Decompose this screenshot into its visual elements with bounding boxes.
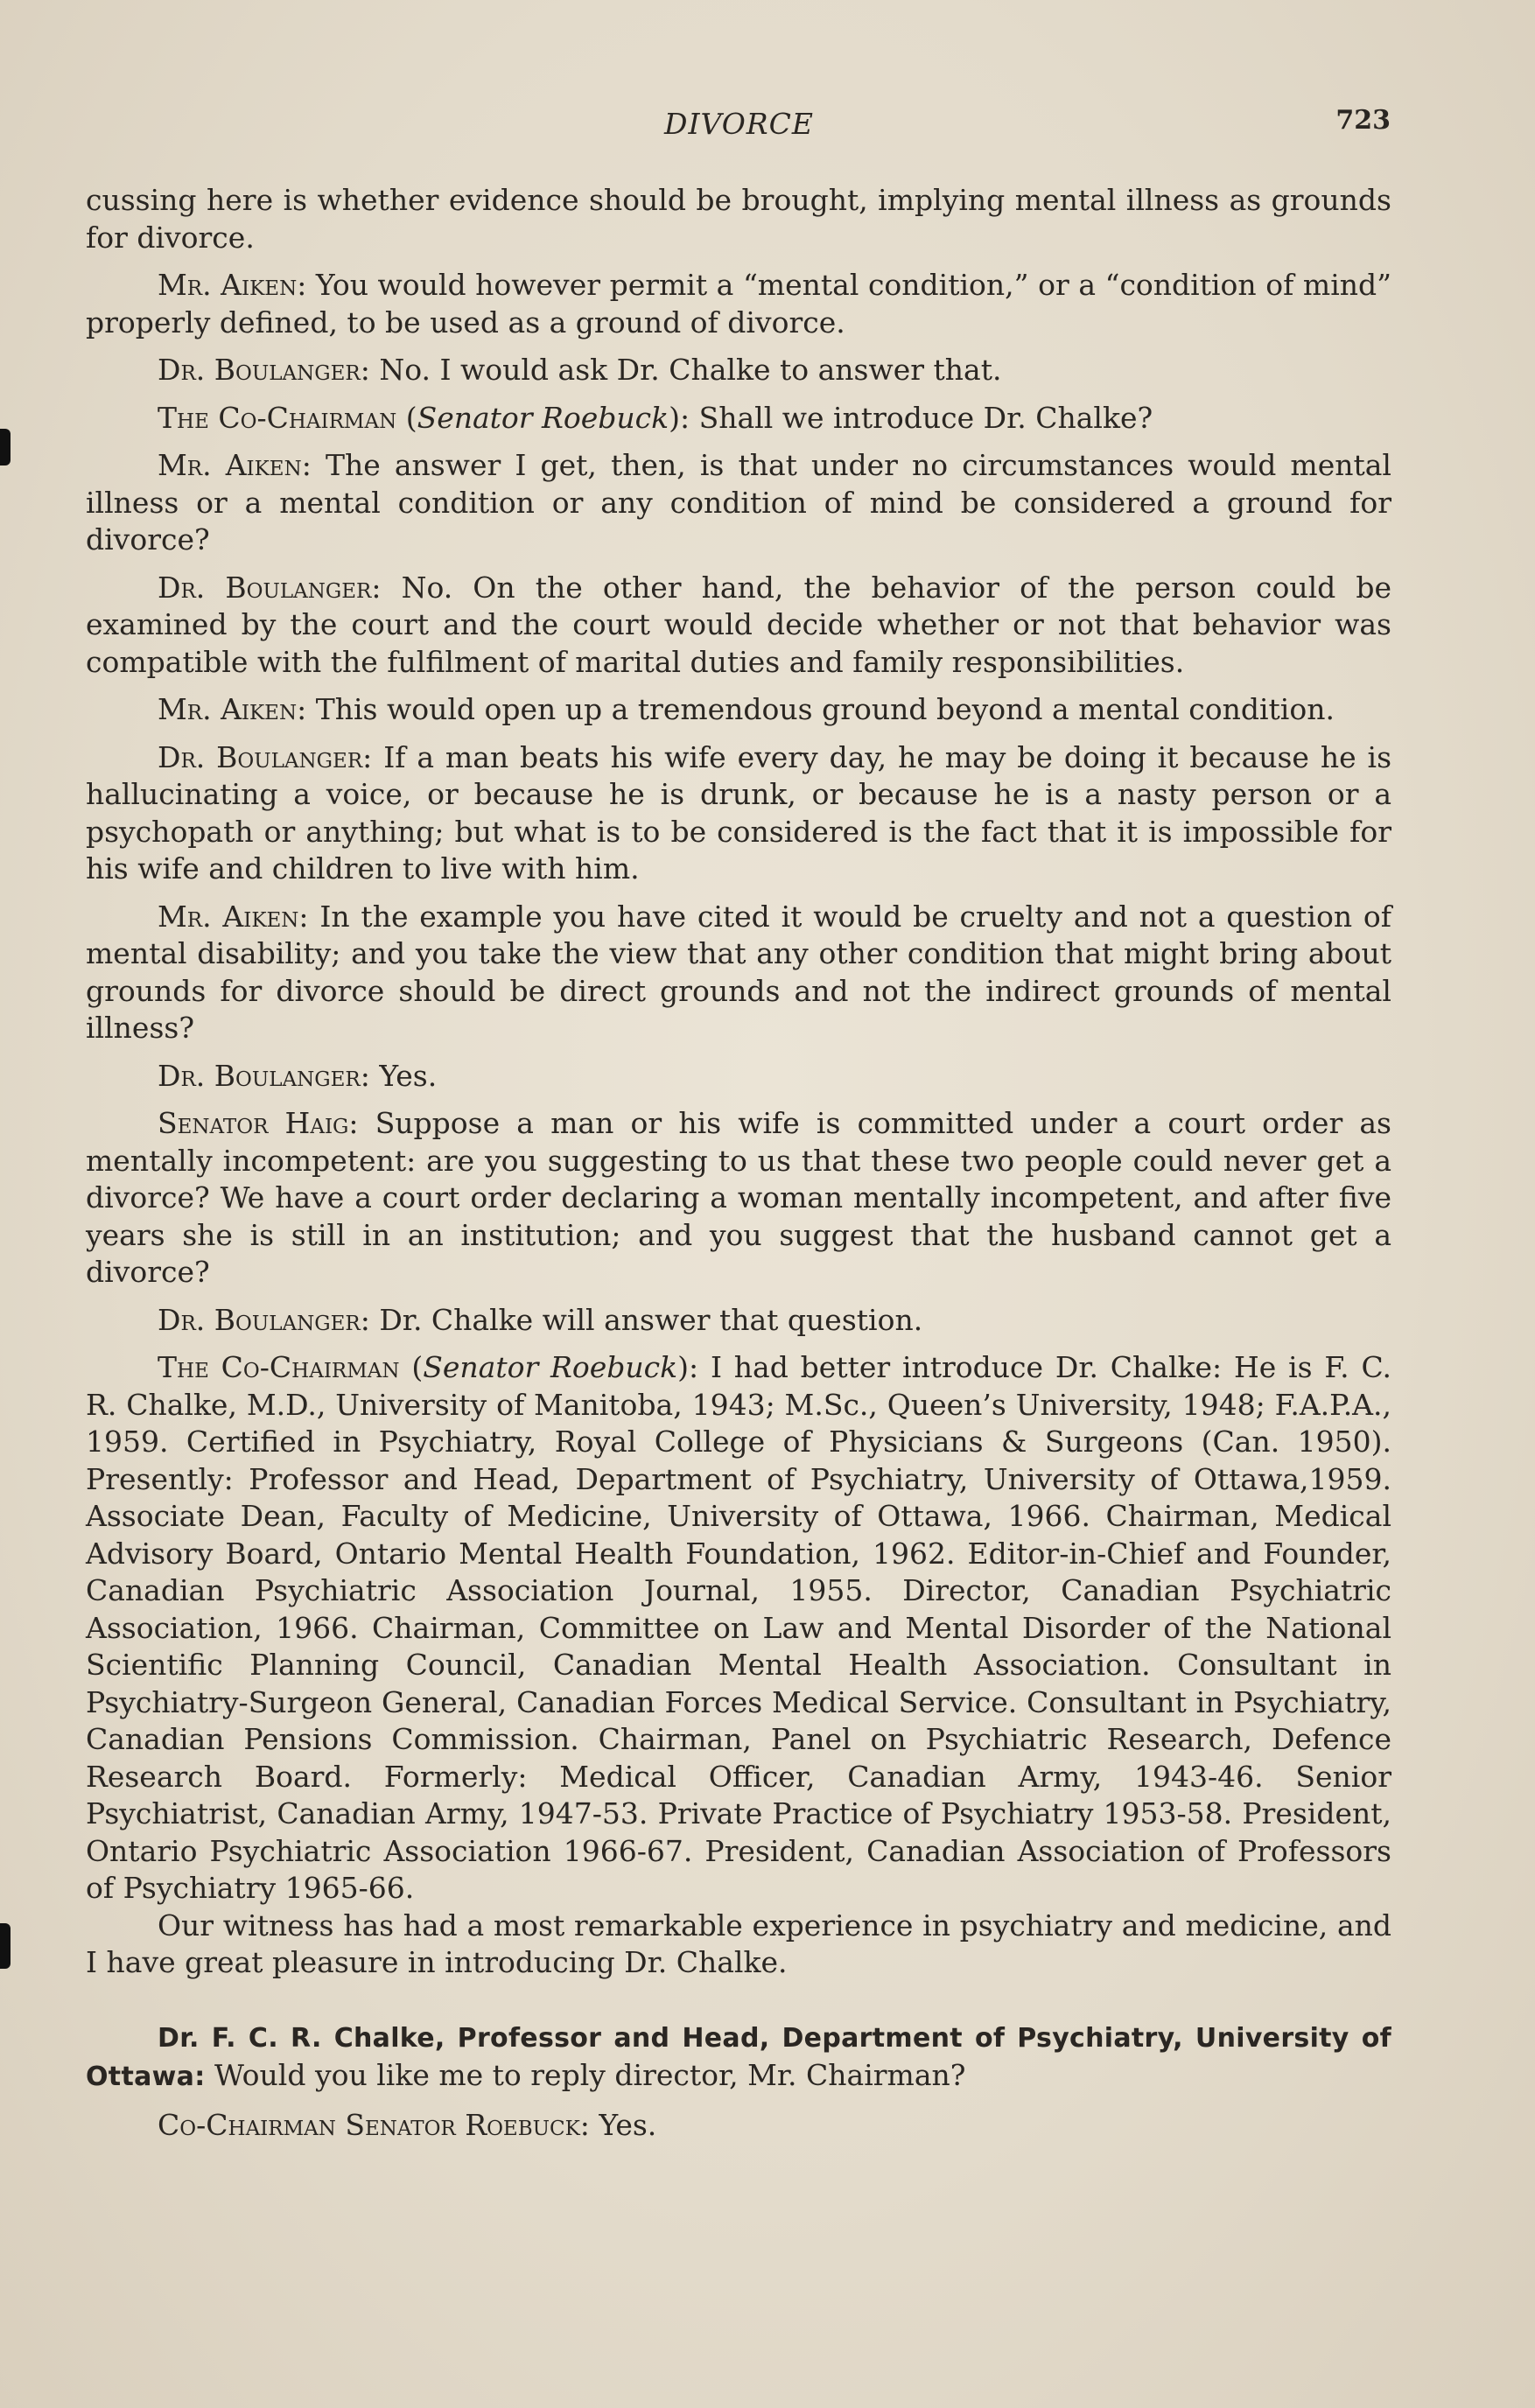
page-header [88, 107, 1391, 150]
paragraph: Mr. Aiken: This would open up a tremendous ground beyond a mental condition. [158, 692, 1335, 726]
speaker-name: The Co-Chairman [158, 1350, 400, 1384]
paragraph: Dr. Boulanger: Yes. [158, 1058, 438, 1093]
paragraph-text: Shall we introduce Dr. Chalke? [698, 400, 1153, 435]
running-title: DIVORCE [664, 107, 814, 141]
speaker-name: Dr. Boulanger [158, 353, 361, 387]
speaker-name: Senator Haig [158, 1106, 349, 1140]
paragraph-text: I had better introduce Dr. Chalke: He is F. C. R. Chalke, M.D., University of Manitoba, 1943; M.Sc., Queen’s University, 1948; F.A.P.A., 1959. Certified in Psychiatry, Royal College of Physicians & Surgeons (Can. 1950). Presently: Professor and Head, Department of Psychiatry, University of Ottawa,1959. Associate Dean, Faculty of Medicine, University of Ottawa, 1966. Chairman, Medical Advisory Board, Ontario Mental Health Foundation, 1962. Editor-in-Chief and Founder, Canadian Psychiatric Association Journal, 1955. Director, Canadian Psychiatric Association, 1966. Chairman, Committee on Law and Mental Disorder of the National Scientific Planning Council, Canadian Mental Health Association. Consultant in Psychiatry-Surgeon General, Canadian Forces Medical Service. Consultant in Psychiatry, Canadian Pensions Commission. Chairman, Panel on Psychiatric Research, Defence Research Board. Formerly: Medical Officer, Canadian Army, 1943-46. Senior Psychiatrist, Canadian Army, 1947-53. Private Practice of Psychiatry 1953-58. President, Ontario Psychiatric Association 1966-67. President, Canadian Association of Professors of Psychiatry 1965-66. [86, 1350, 1392, 1905]
paragraph-text: You would however permit a “mental condition,” or a “condition of mind” properly defined, to be used as a ground of divorce. [86, 268, 1392, 340]
paragraph: Dr. Boulanger: If a man beats his wife every day, he may be doing it because he is hallucinating a voice, or because he is drunk, or because he is a nasty person or a psychopath or anything; but what is to be considered is the fact that it is impossible for his wife and children to live with him. [86, 739, 1392, 886]
paragraph: Co-Chairman Senator Roebuck: Yes. [158, 2107, 657, 2142]
paragraph-text: No. I would ask Dr. Chalke to answer that. [379, 353, 1002, 387]
binding-mark [0, 429, 11, 466]
paragraph: Mr. Aiken: In the example you have cited it would be cruelty and not a question of mental disability; and you take the view that any other condition that might bring about grounds for divorce should be direct grounds and not the indirect grounds of mental illness? [86, 899, 1391, 1045]
paragraph: Mr. Aiken: The answer I get, then, is that under no circumstances would mental illness or a mental condition or any condition of mind be considered a ground for divorce? [86, 448, 1391, 556]
speaker-note: Senator Roebuck [417, 400, 669, 435]
witness-heading: Dr. F. C. R. Chalke, Professor and Head, Department of Psychiatry, University of Ottawa: [86, 2022, 1391, 2092]
paragraph: The Co-Chairman (Senator Roebuck): I had better introduce Dr. Chalke: He is F. C. R. Chalke, M.D., University of Manitoba, 1943; M.Sc., Queen’s University, 1948; F.A.P.A., 1959. Certified in Psychiatry, Royal College of Physicians & Surgeons (Can. 1950). Presently: Professor and Head, Department of Psychiatry, University of Ottawa,1959. Associate Dean, Faculty of Medicine, University of Ottawa, 1966. Chairman, Medical Advisory Board, Ontario Mental Health Foundation, 1962. Editor-in-Chief and Founder, Canadian Psychiatric Association Journal, 1955. Director, Canadian Psychiatric Association, 1966. Chairman, Committee on Law and Mental Disorder of the National Scientific Planning Council, Canadian Mental Health Association. Consultant in Psychiatry-Surgeon General, Canadian Forces Medical Service. Consultant in Psychiatry, Canadian Pensions Commission. Chairman, Panel on Psychiatric Research, Defence Research Board. Formerly: Medical Officer, Canadian Army, 1943-46. Senior Psychiatrist, Canadian Army, 1947-53. Private Practice of Psychiatry 1953-58. President, Ontario Psychiatric Association 1966-67. President, Canadian Association of Professors of Psychiatry 1965-66. [86, 1350, 1392, 1905]
paragraph: Dr. Boulanger: Dr. Chalke will answer that question. [158, 1302, 923, 1337]
paragraph-text: The answer I get, then, is that under no circumstances would mental illness or a mental condition or any condition of mind be considered a ground for divorce? [86, 448, 1391, 556]
paragraph-text: Yes. [379, 1058, 438, 1093]
witness-paragraph [86, 2019, 1391, 2096]
speaker-name: Co-Chairman Senator Roebuck [158, 2107, 580, 2142]
paragraph [86, 182, 1391, 256]
paragraph-text: Suppose a man or his wife is committed under a court order as mentally incompetent: are you suggesting to us that these two people could never get a divorce? We have a court order declaring a woman mentally incompetent, and after five years she is still in an institution; and you suggest that the husband cannot get a divorce? [86, 1106, 1391, 1289]
speaker-name: Mr. Aiken [158, 448, 302, 482]
paragraph: Dr. Boulanger: No. I would ask Dr. Chalke to answer that. [158, 353, 1002, 387]
speaker-name: Mr. Aiken [158, 268, 298, 302]
binding-mark [0, 1923, 11, 1969]
paragraph: Dr. Boulanger: No. On the other hand, the behavior of the person could be examined by the court and the court would decide whether or not that behavior was compatible with the fulfilment of marital duties and family responsibilities. [86, 570, 1392, 679]
speaker-name: Dr. Boulanger [158, 739, 363, 774]
speaker-name: Mr. Aiken [158, 899, 299, 934]
paragraph-text: Dr. Chalke will answer that question. [379, 1302, 923, 1337]
speaker-name: Mr. Aiken [158, 692, 298, 726]
transcript-body [86, 182, 1391, 2154]
paragraph-text: Our witness has had a most remarkable experience in psychiatry and medicine, and I have great pleasure in introducing Dr. Chalke. [86, 1908, 1391, 1979]
page-number: 723 [1335, 105, 1391, 136]
paragraph: Senator Haig: Suppose a man or his wife is committed under a court order as mentally incompetent: are you suggesting to us that these two people could never get a divorce? We have a court order declaring a woman mentally incompetent, and after five years she is still in an institution; and you suggest that the husband cannot get a divorce? [86, 1106, 1391, 1289]
paragraph: The Co-Chairman (Senator Roebuck): Shall we introduce Dr. Chalke? [158, 400, 1153, 435]
speaker-name: Dr. Boulanger [158, 570, 372, 605]
paragraph-text: Yes. [599, 2107, 657, 2142]
paragraph-text: This would open up a tremendous ground beyond a mental condition. [315, 692, 1335, 726]
speaker-name: Dr. Boulanger [158, 1302, 361, 1337]
section-gap [86, 1992, 1391, 2019]
paragraph-text: If a man beats his wife every day, he may be doing it because he is hallucinating a voice, or because he is drunk, or because he is a nasty person or a psychopath or anything; but what is to be considered is the fact that it is impossible for his wife and children to live with him. [86, 739, 1392, 886]
paragraph-text: In the example you have cited it would be cruelty and not a question of mental disability; and you take the view that any other condition that might bring about grounds for divorce should be direct grounds and not the indirect grounds of mental illness? [86, 899, 1391, 1045]
speaker-note: Senator Roebuck [423, 1350, 678, 1384]
paragraph [86, 1908, 1391, 1982]
paragraph-text: cussing here is whether evidence should be brought, implying mental illness as grounds for divorce. [86, 183, 1391, 255]
paragraph-text: No. On the other hand, the behavior of the person could be examined by the court and the court would decide whether or not that behavior was compatible with the fulfilment of marital duties and family responsibilities. [86, 570, 1392, 679]
paragraph-text: Would you like me to reply director, Mr. Chairman? [214, 2058, 966, 2092]
speaker-name: The Co-Chairman [158, 400, 397, 435]
paragraph: Mr. Aiken: You would however permit a “mental condition,” or a “condition of mind” properly defined, to be used as a ground of divorce. [86, 268, 1392, 340]
speaker-name: Dr. Boulanger [158, 1058, 361, 1093]
